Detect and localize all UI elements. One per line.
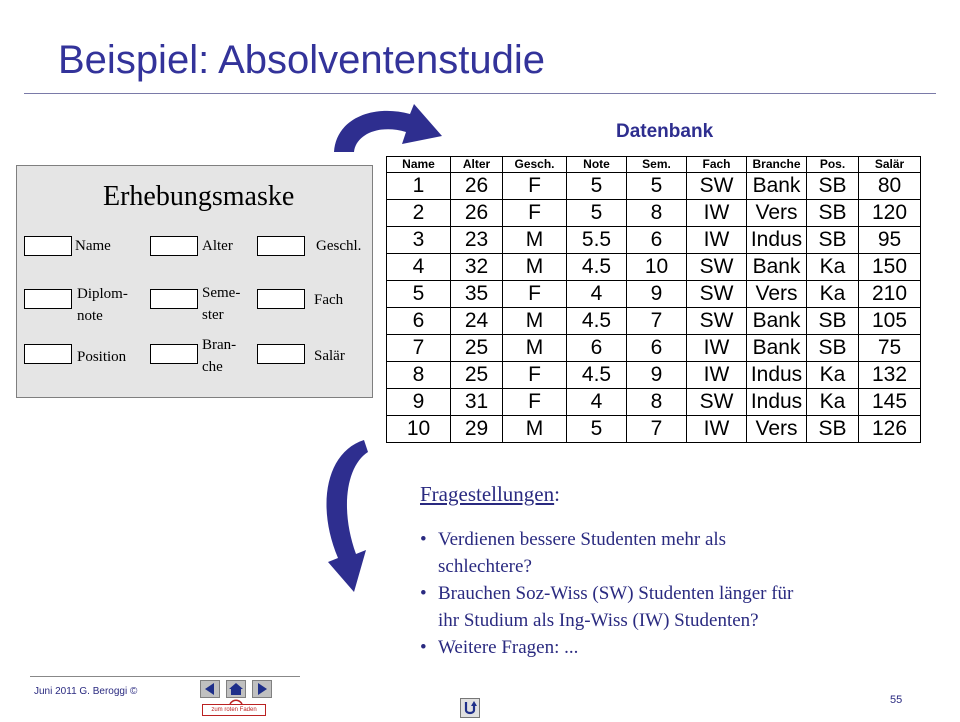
- table-cell: SW: [687, 254, 747, 281]
- table-cell: 5: [567, 416, 627, 443]
- branche-label-line2: che: [202, 359, 223, 375]
- table-cell: M: [503, 416, 567, 443]
- table-cell: 8: [387, 362, 451, 389]
- table-cell: IW: [687, 335, 747, 362]
- return-button[interactable]: [460, 698, 480, 718]
- table-cell: 132: [859, 362, 921, 389]
- table-cell: 25: [451, 362, 503, 389]
- table-cell: SB: [807, 335, 859, 362]
- table-cell: 5: [627, 173, 687, 200]
- table-cell: 26: [451, 173, 503, 200]
- table-cell: IW: [687, 200, 747, 227]
- salaer-field[interactable]: [257, 344, 305, 364]
- diplomnote-field[interactable]: [24, 289, 72, 309]
- table-cell: 9: [387, 389, 451, 416]
- table-cell: Indus: [747, 389, 807, 416]
- table-cell: 126: [859, 416, 921, 443]
- position-field[interactable]: [24, 344, 72, 364]
- table-cell: 3: [387, 227, 451, 254]
- salaer-label: Salär: [314, 348, 345, 364]
- table-cell: Vers: [747, 416, 807, 443]
- footer-divider: [30, 676, 300, 677]
- table-cell: F: [503, 173, 567, 200]
- table-cell: 6: [627, 335, 687, 362]
- semester-field[interactable]: [150, 289, 198, 309]
- table-row: [387, 281, 921, 308]
- table-cell: SB: [807, 227, 859, 254]
- list-item: • Weitere Fragen: ...: [420, 634, 810, 661]
- house-icon: [227, 681, 245, 697]
- table-cell: 6: [387, 308, 451, 335]
- table-cell: F: [503, 389, 567, 416]
- table-cell: Bank: [747, 254, 807, 281]
- curved-arrow-right-icon: [330, 100, 450, 156]
- fach-label: Fach: [314, 292, 344, 308]
- table-cell: SW: [687, 389, 747, 416]
- table-cell: M: [503, 335, 567, 362]
- return-arrow-icon: [461, 699, 479, 717]
- footer-text: Juni 2011 G. Beroggi ©: [34, 686, 138, 697]
- table-cell: Indus: [747, 227, 807, 254]
- data-table: [386, 156, 921, 443]
- table-cell: IW: [687, 416, 747, 443]
- table-cell: Vers: [747, 281, 807, 308]
- table-cell: 120: [859, 200, 921, 227]
- table-cell: 24: [451, 308, 503, 335]
- table-cell: M: [503, 227, 567, 254]
- alter-label: Alter: [202, 238, 233, 254]
- table-row: [387, 389, 921, 416]
- table-cell: IW: [687, 362, 747, 389]
- table-row: [387, 308, 921, 335]
- branche-label-line1: Bran-: [202, 337, 237, 353]
- table-cell: 5.5: [567, 227, 627, 254]
- database-label: Datenbank: [616, 121, 714, 142]
- name-field[interactable]: [24, 236, 72, 256]
- table-row: [387, 335, 921, 362]
- table-row: [387, 362, 921, 389]
- diplomnote-label-line1: Diplom-: [77, 286, 128, 302]
- table-cell: SB: [807, 416, 859, 443]
- table-cell: SW: [687, 173, 747, 200]
- fach-field[interactable]: [257, 289, 305, 309]
- table-cell: Ka: [807, 281, 859, 308]
- table-cell: 145: [859, 389, 921, 416]
- table-cell: M: [503, 254, 567, 281]
- table-cell: 4: [567, 389, 627, 416]
- table-cell: 95: [859, 227, 921, 254]
- list-item: • Verdienen bessere Studenten mehr als schlechtere?: [420, 526, 810, 580]
- table-cell: 31: [451, 389, 503, 416]
- home-button[interactable]: [226, 680, 246, 698]
- table-cell: 29: [451, 416, 503, 443]
- table-cell: 210: [859, 281, 921, 308]
- table-cell: SB: [807, 308, 859, 335]
- table-cell: 35: [451, 281, 503, 308]
- table-cell: 32: [451, 254, 503, 281]
- table-cell: M: [503, 308, 567, 335]
- position-label: Position: [77, 349, 127, 365]
- questions-heading-text: Fragestellungen: [420, 482, 555, 506]
- table-cell: F: [503, 362, 567, 389]
- geschlecht-label: Geschl.: [316, 238, 362, 254]
- slide-title: Beispiel: Absolventenstudie: [58, 38, 545, 82]
- table-cell: Indus: [747, 362, 807, 389]
- table-cell: 4.5: [567, 254, 627, 281]
- column-header: Note: [567, 157, 627, 173]
- table-cell: SB: [807, 200, 859, 227]
- column-header: Branche: [747, 157, 807, 173]
- zum-roten-faden-button[interactable]: zum roten Faden: [202, 704, 266, 716]
- semester-label-line2: ster: [202, 307, 224, 323]
- column-header: Gesch.: [503, 157, 567, 173]
- table-cell: SW: [687, 281, 747, 308]
- list-item: • Brauchen Soz-Wiss (SW) Studenten länger für ihr Studium als Ing-Wiss (IW) Studenten?: [420, 580, 810, 634]
- table-cell: 105: [859, 308, 921, 335]
- table-cell: 5: [387, 281, 451, 308]
- table-cell: 4: [567, 281, 627, 308]
- table-row: [387, 227, 921, 254]
- form-title: Erhebungsmaske: [103, 181, 295, 212]
- column-header: Sem.: [627, 157, 687, 173]
- table-cell: 8: [627, 200, 687, 227]
- name-label: Name: [75, 238, 111, 254]
- table-cell: 23: [451, 227, 503, 254]
- table-cell: 9: [627, 362, 687, 389]
- table-cell: 5: [567, 200, 627, 227]
- semester-label-line1: Seme-: [202, 285, 241, 301]
- table-header-row: [387, 157, 921, 173]
- table-row: [387, 416, 921, 443]
- table-cell: 7: [387, 335, 451, 362]
- survey-form: [16, 165, 373, 398]
- table-row: [387, 254, 921, 281]
- table-cell: 6: [567, 335, 627, 362]
- next-slide-button[interactable]: [252, 680, 272, 698]
- table-cell: 4.5: [567, 308, 627, 335]
- column-header: Pos.: [807, 157, 859, 173]
- previous-slide-button[interactable]: [200, 680, 220, 698]
- questions-list: [420, 526, 810, 661]
- table-row: [387, 173, 921, 200]
- table-cell: 80: [859, 173, 921, 200]
- table-cell: 4: [387, 254, 451, 281]
- table-cell: F: [503, 281, 567, 308]
- table-cell: Ka: [807, 254, 859, 281]
- table-cell: SB: [807, 173, 859, 200]
- column-header: Name: [387, 157, 451, 173]
- table-cell: 7: [627, 308, 687, 335]
- table-cell: 4.5: [567, 362, 627, 389]
- diplomnote-label-line2: note: [77, 308, 103, 324]
- table-cell: 2: [387, 200, 451, 227]
- triangle-left-icon: [201, 681, 219, 697]
- table-cell: 10: [387, 416, 451, 443]
- column-header: Alter: [451, 157, 503, 173]
- table-cell: 150: [859, 254, 921, 281]
- questions-heading: [420, 482, 560, 507]
- table-cell: Bank: [747, 335, 807, 362]
- table-cell: 8: [627, 389, 687, 416]
- title-divider: [24, 93, 936, 94]
- column-header: Fach: [687, 157, 747, 173]
- alter-field[interactable]: [150, 236, 198, 256]
- table-cell: Ka: [807, 362, 859, 389]
- table-cell: 5: [567, 173, 627, 200]
- table-cell: 1: [387, 173, 451, 200]
- table-cell: 10: [627, 254, 687, 281]
- table-cell: IW: [687, 227, 747, 254]
- table-cell: Ka: [807, 389, 859, 416]
- table-cell: Bank: [747, 173, 807, 200]
- table-cell: 75: [859, 335, 921, 362]
- questions-heading-colon: :: [554, 482, 560, 506]
- table-cell: 7: [627, 416, 687, 443]
- table-cell: Bank: [747, 308, 807, 335]
- curved-arrow-down-icon: [308, 436, 372, 596]
- table-cell: 26: [451, 200, 503, 227]
- table-cell: Vers: [747, 200, 807, 227]
- geschlecht-field[interactable]: [257, 236, 305, 256]
- table-cell: 25: [451, 335, 503, 362]
- triangle-right-icon: [253, 681, 271, 697]
- column-header: Salär: [859, 157, 921, 173]
- branche-field[interactable]: [150, 344, 198, 364]
- table-cell: SW: [687, 308, 747, 335]
- table-cell: F: [503, 200, 567, 227]
- table-row: [387, 200, 921, 227]
- table-cell: 9: [627, 281, 687, 308]
- page-number: 55: [890, 694, 903, 706]
- table-cell: 6: [627, 227, 687, 254]
